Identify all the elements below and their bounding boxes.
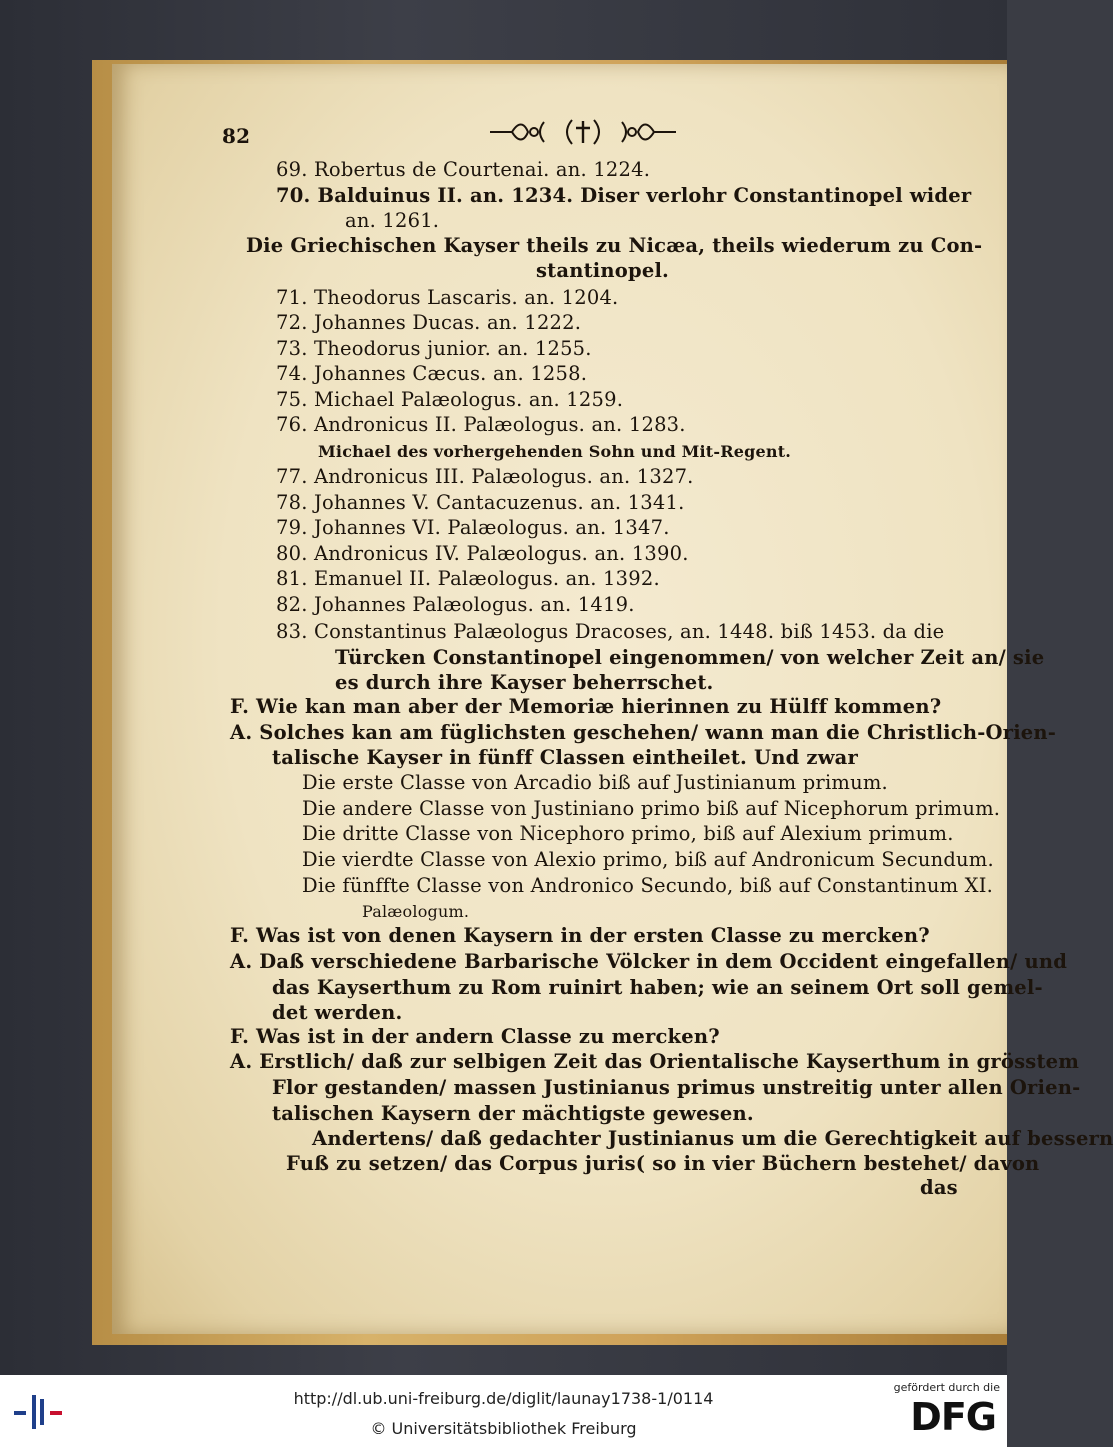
- text-line: 81. Emanuel II. Palæologus. an. 1392.: [276, 567, 660, 590]
- dfg-logo[interactable]: [884, 1381, 1000, 1441]
- answer-line: A. Erstlich/ daß zur selbigen Zeit das Orientalische Kayserthum in grösstem: [230, 1050, 1080, 1073]
- text-line: Die vierdte Classe von Alexio primo, biß auf Andronicum Secundum.: [302, 848, 994, 871]
- text-line: 75. Michael Palæologus. an. 1259.: [276, 388, 624, 411]
- text-line: det werden.: [272, 1001, 403, 1024]
- section-heading: Die Griechischen Kayser theils zu Nicæa, theils wiederum zu Con-: [246, 234, 983, 257]
- text-line: das Kayserthum zu Rom ruinirt haben; wie an seinem Ort soll gemel-: [272, 976, 1043, 999]
- dfg-logo-text: DFG: [910, 1395, 996, 1439]
- text-line: talische Kayser in fünff Classen eintheilet. Und zwar: [272, 746, 858, 769]
- text-line: 82. Johannes Palæologus. an. 1419.: [276, 593, 635, 616]
- text-line: 74. Johannes Cæcus. an. 1258.: [276, 362, 588, 385]
- text-line: Michael des vorhergehenden Sohn und Mit-Regent.: [318, 442, 792, 461]
- text-line: es durch ihre Kayser beherrschet.: [335, 671, 714, 694]
- text-line: 70. Balduinus II. an. 1234. Diser verlohr Constantinopel wider: [276, 184, 972, 207]
- source-url-link[interactable]: http://dl.ub.uni-freiburg.de/diglit/launay1738-1/0114: [293, 1389, 714, 1408]
- text-line: Andertens/ daß gedachter Justinianus um die Gerechtigkeit auf bessern: [312, 1127, 1113, 1150]
- text-line: Die erste Classe von Arcadio biß auf Justinianum primum.: [302, 771, 888, 794]
- text-line: 72. Johannes Ducas. an. 1222.: [276, 311, 582, 334]
- text-line: 73. Theodorus junior. an. 1255.: [276, 337, 592, 360]
- text-line: 71. Theodorus Lascaris. an. 1204.: [276, 286, 619, 309]
- header-ornament-icon: [488, 118, 678, 146]
- copyright-text: © Universitätsbibliothek Freiburg: [370, 1419, 637, 1438]
- footer-bar: [0, 1375, 1007, 1447]
- text-line: talischen Kaysern der mächtigste gewesen.: [272, 1102, 754, 1125]
- text-line: 69. Robertus de Courtenai. an. 1224.: [276, 158, 651, 181]
- sponsor-caption: gefördert durch die: [893, 1381, 1000, 1394]
- answer-line: A. Daß verschiedene Barbarische Völcker in dem Occident eingefallen/ und: [230, 950, 1068, 973]
- question-line: F. Wie kan man aber der Memoriæ hierinnen zu Hülff kommen?: [230, 695, 942, 718]
- text-line: Palæologum.: [362, 902, 470, 921]
- text-line: 80. Andronicus IV. Palæologus. an. 1390.: [276, 542, 689, 565]
- text-line: 79. Johannes VI. Palæologus. an. 1347.: [276, 516, 670, 539]
- text-line: Türcken Constantinopel eingenommen/ von welcher Zeit an/ sie: [335, 646, 1045, 669]
- cross-icon: [567, 120, 599, 144]
- page-number: 82: [222, 124, 251, 148]
- text-line: Fuß zu setzen/ das Corpus juris( so in vier Büchern bestehet/ davon: [286, 1152, 1040, 1175]
- section-heading: stantinopel.: [536, 259, 670, 282]
- text-line: Die fünffte Classe von Andronico Secundo, biß auf Constantinum XI.: [302, 874, 994, 897]
- text-line: 76. Andronicus II. Palæologus. an. 1283.: [276, 413, 686, 436]
- text-line: 78. Johannes V. Cantacuzenus. an. 1341.: [276, 491, 685, 514]
- text-line: Die andere Classe von Justiniano primo biß auf Nicephorum primum.: [302, 797, 1001, 820]
- answer-line: A. Solches kan am füglichsten geschehen/ wann man die Christlich-Orien-: [230, 721, 1057, 744]
- question-line: F. Was ist in der andern Classe zu mercken?: [230, 1025, 720, 1048]
- text-line: an. 1261.: [345, 209, 440, 232]
- text-line: 83. Constantinus Palæologus Dracoses, an. 1448. biß 1453. da die: [276, 620, 945, 643]
- text-line: Die dritte Classe von Nicephoro primo, biß auf Alexium primum.: [302, 822, 954, 845]
- catchword: das: [920, 1176, 958, 1199]
- text-line: 77. Andronicus III. Palæologus. an. 1327.: [276, 465, 694, 488]
- question-line: F. Was ist von denen Kaysern in der ersten Classe zu mercken?: [230, 924, 930, 947]
- text-line: Flor gestanden/ massen Justinianus primus unstreitig unter allen Orien-: [272, 1076, 1081, 1099]
